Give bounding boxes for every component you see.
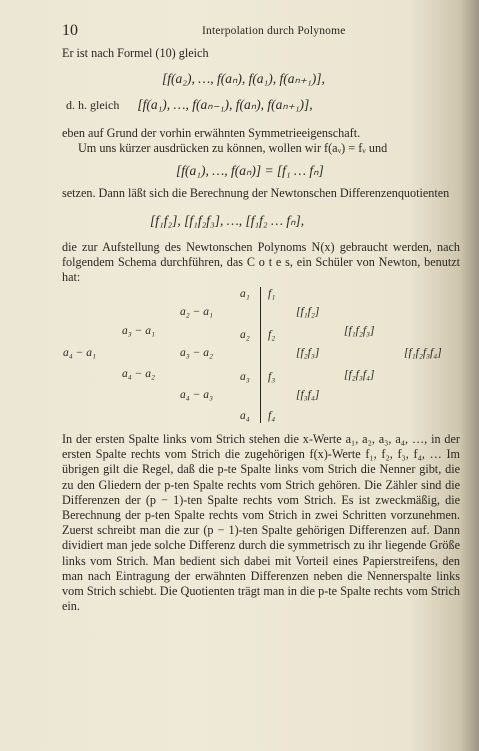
scheme-f2: f₂ — [268, 329, 276, 341]
scheme-a2: a₂ — [240, 329, 250, 341]
paragraph-4: setzen. Dann läßt sich die Berechnung der Newtonschen Differenzenquotienten — [62, 186, 450, 200]
scheme-f1: f₁ — [268, 288, 276, 300]
scheme-f4: f₄ — [268, 410, 276, 422]
scheme-a4: a₄ — [240, 410, 250, 422]
paragraph-3-text: Um uns kürzer ausdrücken zu können, wollen wir f(aᵥ) = fᵥ und — [78, 141, 388, 155]
scheme-d43: a₄ − a₃ — [180, 389, 214, 401]
scheme-f34: [f₃f₄] — [296, 389, 320, 401]
formula-4: [f₁f₂], [f₁f₂f₃], …, [f₁f₂ … fₙ], — [150, 213, 305, 228]
page-header — [62, 22, 452, 40]
scheme-f23: [f₂f₃] — [296, 347, 320, 359]
paragraph-2: eben auf Grund der vorhin erwähnten Symmetrieeigenschaft. — [62, 126, 361, 140]
paragraph-5: die zur Aufstellung des Newtonschen Polynoms N(x) gebraucht werden, nach folgendem Schema durchführen, das C o t e s, ein Schüler von Newton, benutzt hat: — [62, 240, 460, 285]
scheme-f234: [f₂f₃f₄] — [344, 369, 375, 381]
formula-2: [f(a₁), …, f(aₙ₋₁), f(aₙ), f(aₙ₊₁)], — [137, 97, 313, 112]
scheme-d21: a₂ − a₁ — [180, 306, 214, 318]
running-head: Interpolation durch Polynome — [202, 25, 346, 37]
scheme-f3: f₃ — [268, 371, 276, 383]
scheme-d31: a₃ − a₁ — [122, 325, 156, 337]
scheme-d32: a₃ − a₂ — [180, 347, 214, 359]
formula-2-label: d. h. gleich — [66, 98, 120, 112]
scheme-a1: a₁ — [240, 288, 250, 300]
formula-3: [f(a₁), …, f(aₙ)] = [f₁ … fₙ] — [176, 163, 324, 178]
paragraph-1: Er ist nach Formel (10) gleich — [62, 46, 209, 60]
paragraph-6: In der ersten Spalte links vom Strich stehen die x-Werte a₁, a₂, a₃, a₄, …, in der ersten Spalte rechts vom Strich die zugehörigen f(x)-Werte f₁, f₂, f₃, f₄, … Im übrigen gilt die Regel, daß die p-te Spalte links vom Strich die Nenner gibt, die zu den Gliedern der p-ten Spalte rechts vom Strich gehören. Die Zähler sind die Differenzen der (p − 1)-ten Spalte rechts vom Strich. Es ist zweckmäßig, die Berechnung der p-ten Spalte rechts vom Strich in zwei Schritten vorzunehmen. Zuerst schreibt man die zur (p − 1)-ten Spalte gehörigen Differenzen auf. Dann dividiert man jede solche Differenz durch die symmetrisch zu ihr liegende Größe links vom Strich. Man bedient sich dabei mit Vorteil eines Papierstreifens, den man nach Eintragung der erwähnten Differenzen neben die Nennerspalte links vom Strich schiebt. Die Quotienten trägt man in die p-te Spalte rechts vom Strich ein. — [62, 432, 460, 614]
paragraph-3 — [62, 141, 460, 156]
scheme-f123: [f₁f₂f₃] — [344, 325, 375, 337]
scheme-f12: [f₁f₂] — [296, 306, 320, 318]
page-number: 10 — [62, 22, 78, 39]
formula-1: [f(a₂), …, f(aₙ), f(a₁), f(aₙ₊₁)], — [162, 71, 325, 86]
formula-2-line — [66, 97, 313, 113]
scheme-divider — [260, 287, 261, 423]
scheme-d42: a₄ − a₂ — [122, 368, 156, 380]
scheme-a3: a₃ — [240, 371, 250, 383]
scheme-d41: a₄ − a₁ — [63, 347, 97, 359]
scheme-f1234: [f₁f₂f₃f₄] — [404, 347, 442, 359]
